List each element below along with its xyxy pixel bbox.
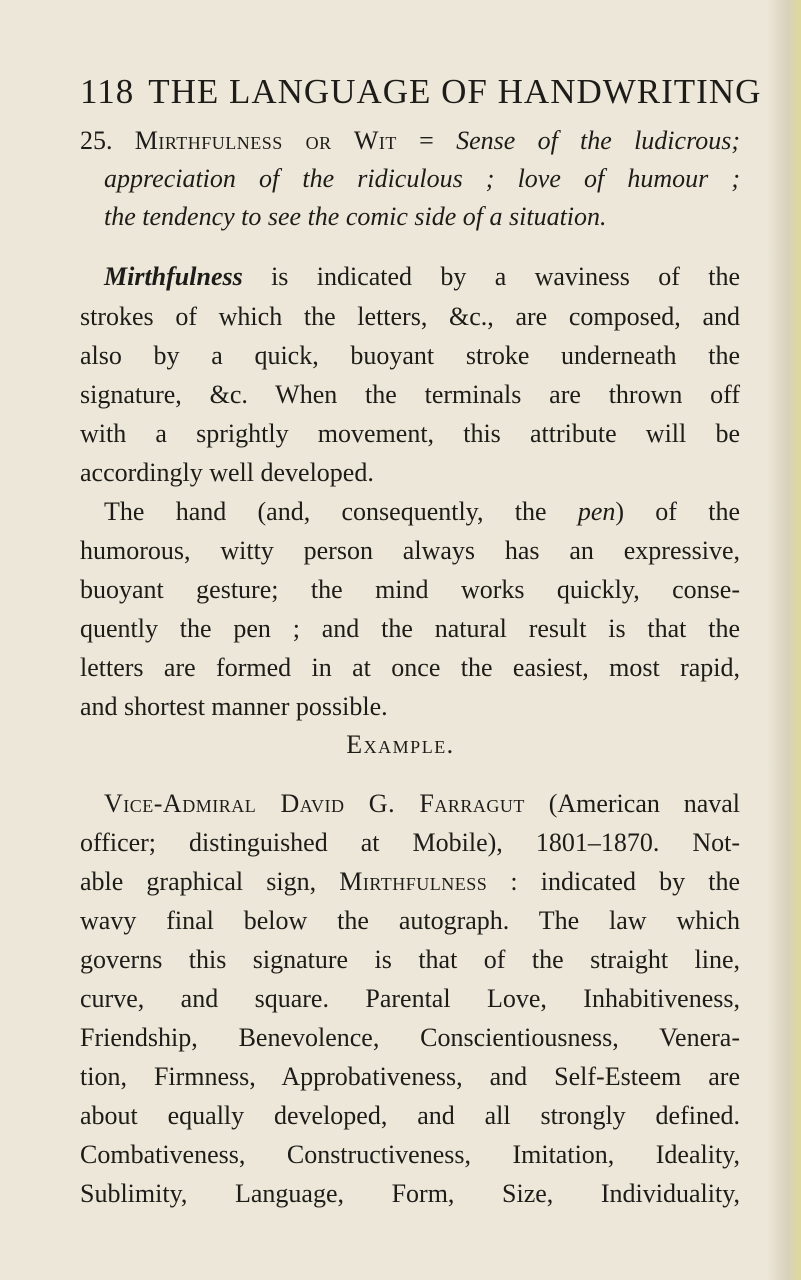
paragraph-line: signature, &c. When the terminals are thrown off [80,380,740,409]
paragraph-line: accordingly well developed. [80,458,374,487]
paragraph-line: also by a quick, buoyant stroke underneath the [80,341,740,370]
entry-definition-line: the tendency to see the comic side of a situation. [104,202,607,231]
running-title: THE LANGUAGE OF HANDWRITING [148,72,762,111]
paragraph-line: The hand (and, consequently, the pen) of the [104,497,740,526]
paragraph-line: strokes of which the letters, &c., are composed, and [80,302,740,331]
subject-name: Vice-Admiral David G. Farragut [104,789,525,818]
paragraph-line: quently the pen ; and the natural result is that the [80,614,740,643]
paragraph-line: Combativeness, Constructiveness, Imitation, Ideality, [80,1140,740,1169]
graphical-sign: Mirthfulness [339,867,488,896]
paragraph-line: wavy final below the autograph. The law which [80,906,740,935]
paragraph-line: Vice-Admiral David G. Farragut (American naval [104,789,740,818]
paragraph-line: Mirthfulness is indicated by a waviness of the [104,262,740,291]
entry-heading-line [80,128,740,154]
running-header [80,72,762,112]
paragraph-line: able graphical sign, Mirthfulness : indicated by the [80,867,741,896]
emphasis-term: Mirthfulness [104,262,243,291]
paragraph-line: officer; distinguished at Mobile), 1801–1870. Not- [80,828,740,857]
paragraph-line: letters are formed in at once the easiest, most rapid, [80,653,740,682]
page-number: 118 [80,72,135,111]
entry-number: 25. [80,126,113,155]
paragraph-line: Friendship, Benevolence, Conscientiousness, Venera- [80,1023,740,1052]
paragraph-line: with a sprightly movement, this attribute will be [80,419,740,448]
paragraph-line: humorous, witty person always has an expressive, [80,536,740,565]
entry-definition: Sense of the ludicrous; [456,126,740,155]
example-heading: Example. [346,730,455,759]
paragraph-line: and shortest manner possible. [80,692,388,721]
entry-definition-line: appreciation of the ridiculous ; love of humour ; [104,164,740,193]
paragraph-line: tion, Firmness, Approbativeness, and Self-Esteem are [80,1062,740,1091]
entry-term: Mirthfulness or Wit [134,126,397,155]
paragraph-line: governs this signature is that of the straight line, [80,945,740,974]
emphasis-term: pen [577,497,616,526]
paragraph-line: about equally developed, and all strongly defined. [80,1101,740,1130]
paragraph-line: Sublimity, Language, Form, Size, Individuality, [80,1179,740,1208]
page-edge-shadow [767,0,801,1280]
entry-equals: = [419,126,434,155]
paragraph-line: curve, and square. Parental Love, Inhabitiveness, [80,984,740,1013]
paragraph-line: buoyant gesture; the mind works quickly, conse- [80,575,740,604]
